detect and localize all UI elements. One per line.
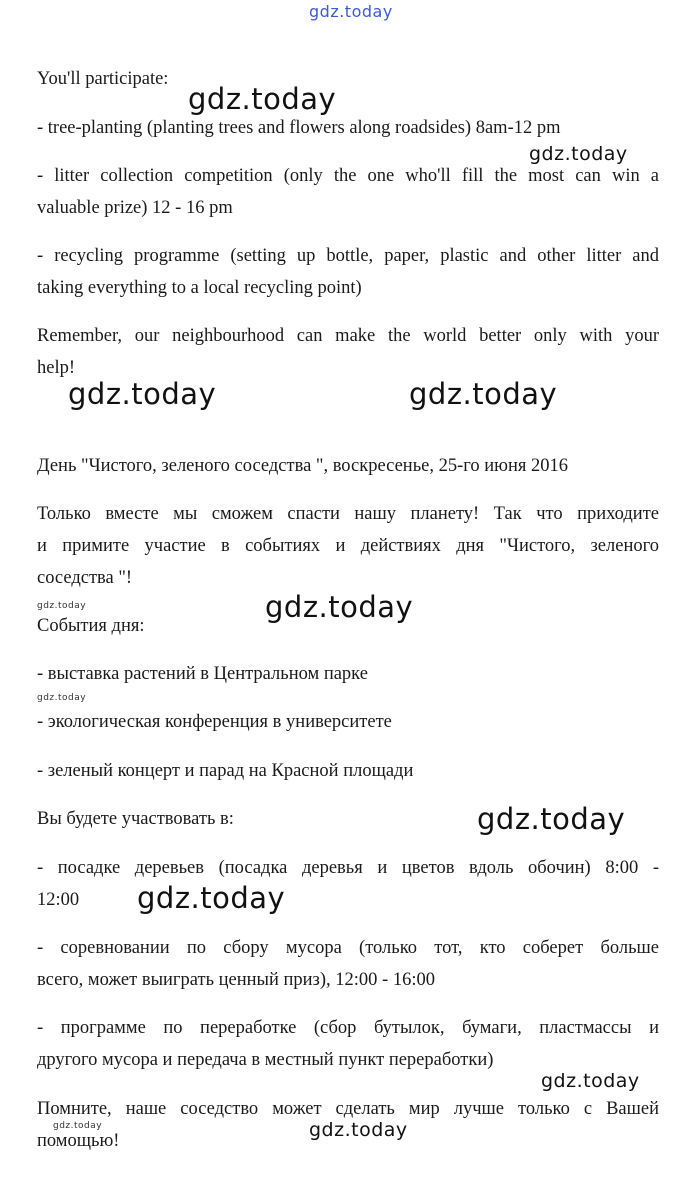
english-item-tree-planting: - tree-planting (planting trees and flowers along roadsides) 8am-12 pm	[37, 118, 561, 138]
english-closing-line1: Remember, our neighbourhood can make the world better only with your	[37, 326, 659, 346]
watermark: gdz.today	[265, 590, 414, 624]
english-item-recycling-line2: taking everything to a local recycling point)	[37, 278, 362, 298]
russian-participate-heading: Вы будете участвовать в:	[37, 809, 234, 829]
watermark-small: gdz.today	[53, 1121, 103, 1131]
russian-part-recycling-line1: - программе по переработке (сбор бутылок, бумаги, пластмассы и	[37, 1018, 659, 1038]
russian-part-recycling-line2: другого мусора и передача в местный пункт переработки)	[37, 1050, 494, 1070]
russian-event-concert: - зеленый концерт и парад на Красной площади	[37, 761, 414, 781]
english-closing-line2: help!	[37, 358, 76, 378]
russian-closing-line2: помощью!	[37, 1131, 120, 1151]
russian-part-litter-line2: всего, может выиграть ценный приз), 12:00 - 16:00	[37, 970, 435, 990]
watermark: gdz.today	[68, 377, 217, 411]
english-item-litter-line2: valuable prize) 12 - 16 pm	[37, 198, 233, 218]
watermark-small: gdz.today	[37, 601, 87, 611]
english-heading: You'll participate:	[37, 69, 169, 89]
russian-event-exhibition: - выставка растений в Центральном парке	[37, 664, 368, 684]
russian-part-planting-line1: - посадке деревьев (посадка деревья и цветов вдоль обочин) 8:00 -	[37, 858, 659, 878]
watermark: gdz.today	[309, 1119, 408, 1141]
russian-part-planting-line2: 12:00	[37, 890, 80, 910]
watermark: gdz.today	[188, 82, 337, 116]
watermark: gdz.today	[529, 143, 628, 165]
russian-events-heading: События дня:	[37, 616, 145, 636]
watermark: gdz.today	[477, 802, 626, 836]
russian-intro-line2: и примите участие в событиях и действиях дня "Чистого, зеленого	[37, 536, 659, 556]
english-item-recycling-line1: - recycling programme (setting up bottle, paper, plastic and other litter and	[37, 246, 659, 266]
watermark: gdz.today	[541, 1070, 640, 1092]
russian-event-conference: - экологическая конференция в университете	[37, 712, 392, 732]
russian-intro-line3: соседства "!	[37, 568, 133, 588]
watermark-top: gdz.today	[309, 2, 393, 21]
russian-intro-line1: Только вместе мы сможем спасти нашу планету! Так что приходите	[37, 504, 659, 524]
russian-closing-line1: Помните, наше соседство может сделать мир лучше только с Вашей	[37, 1099, 659, 1119]
watermark: gdz.today	[137, 881, 286, 915]
russian-title: День "Чистого, зеленого соседства ", воскресенье, 25-го июня 2016	[37, 456, 569, 476]
russian-part-litter-line1: - соревновании по сбору мусора (только тот, кто соберет больше	[37, 938, 659, 958]
watermark: gdz.today	[409, 377, 558, 411]
english-item-litter-line1: - litter collection competition (only the one who'll fill the most can win a	[37, 166, 659, 186]
watermark-small: gdz.today	[37, 693, 87, 703]
